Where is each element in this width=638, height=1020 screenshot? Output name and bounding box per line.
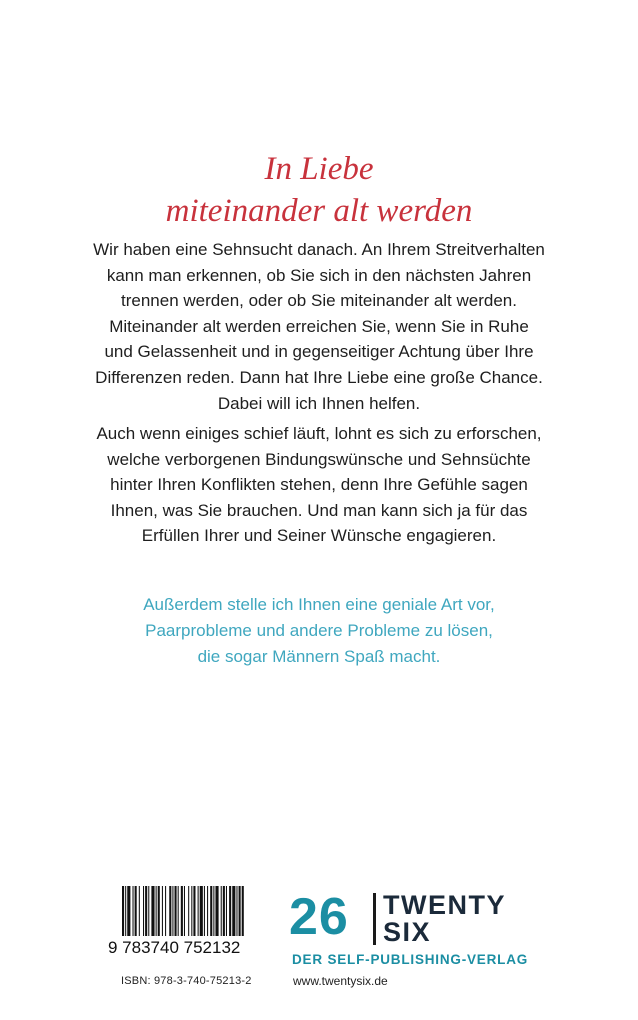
barcode-bar: [165, 886, 166, 936]
publisher-logo-word-2: SIX: [383, 917, 432, 947]
text-line: Dabei will ich Ihnen helfen.: [217, 393, 421, 413]
text-line: welche verborgenen Bindungswünsche und Sehnsüchte: [107, 449, 531, 469]
book-title: [0, 148, 638, 232]
title-line-1: In Liebe: [264, 151, 374, 187]
barcode-bar: [181, 886, 183, 936]
barcode-digits: 9 783740 752132: [108, 938, 241, 957]
text-line: Ihnen, was Sie brauchen. Und man kann sich ja für das: [110, 500, 528, 520]
barcode-bar: [198, 886, 199, 936]
barcode-bar: [204, 886, 205, 936]
text-line: Auch wenn einiges schief läuft, lohnt es sich zu erforschen,: [96, 424, 542, 443]
barcode-bar: [229, 886, 231, 936]
barcode-bar: [162, 886, 163, 936]
barcode-bar: [158, 886, 160, 936]
text-line: Außerdem stelle ich Ihnen eine geniale Art vor,: [143, 595, 495, 614]
text-line: Wir haben eine Sehnsucht danach. An Ihrem Streitverhalten: [93, 240, 545, 259]
barcode-bar: [143, 886, 144, 936]
text-line: trennen werden, oder ob Sie miteinander alt werden.: [121, 291, 517, 311]
isbn-label: ISBN: 978-3-740-75213-2: [121, 975, 252, 987]
barcode-bar: [156, 886, 157, 936]
text-line: Paarprobleme und andere Probleme zu lösen,: [145, 621, 493, 640]
publisher-logo-number: 26: [289, 888, 349, 946]
barcode-bar: [151, 886, 154, 936]
title-line-2: miteinander alt werden: [165, 193, 473, 229]
publisher-tagline: DER SELF-PUBLISHING-VERLAG: [292, 952, 529, 967]
text-line: hinter Ihren Konflikten stehen, denn Ihre Gefühle sagen: [110, 475, 528, 495]
barcode-bar: [236, 886, 237, 936]
barcode-bar: [239, 886, 241, 936]
barcode-bar: [213, 886, 214, 936]
text-line: Erfüllen Ihrer und Seiner Wünsche engagieren.: [141, 526, 497, 546]
barcode-bar: [223, 886, 225, 936]
text-line: kann man erkennen, ob Sie sich in den nächsten Jahren: [106, 265, 532, 285]
barcode-bar: [242, 886, 244, 936]
barcode-bar: [175, 886, 177, 936]
barcode-bar: [210, 886, 212, 936]
barcode-bar: [191, 886, 192, 936]
barcode-bar: [172, 886, 173, 936]
text-line: die sogar Männern Spaß macht.: [197, 647, 441, 666]
publisher-logo-word-1: TWENTY: [383, 890, 506, 920]
blurb-paragraph-1: [70, 237, 568, 416]
barcode-bar: [169, 886, 171, 936]
text-line: Miteinander alt werden erreichen Sie, wenn Sie in Ruhe: [109, 316, 529, 336]
barcode-bar: [133, 886, 134, 936]
barcode-bar: [200, 886, 203, 936]
barcode-bar: [232, 886, 235, 936]
barcode-bar: [122, 886, 124, 936]
publisher-url: www.twentysix.de: [293, 974, 388, 988]
barcode-bar: [226, 886, 227, 936]
barcode-bars: [120, 886, 275, 936]
barcode-bar: [221, 886, 222, 936]
barcode-bar: [139, 886, 140, 936]
barcode-bar: [135, 886, 137, 936]
barcode-bar: [193, 886, 195, 936]
barcode-bar: [127, 886, 130, 936]
text-line: und Gelassenheit und in gegenseitiger Achtung über Ihre: [104, 342, 534, 362]
barcode-bar: [145, 886, 147, 936]
barcode-bar: [207, 886, 208, 936]
barcode-bar: [125, 886, 126, 936]
barcode-bar: [188, 886, 189, 936]
highlight-paragraph: [70, 592, 568, 670]
blurb-paragraph-2: [70, 421, 568, 549]
publisher-logo-divider: [373, 893, 376, 945]
barcode-bar: [148, 886, 149, 936]
barcode-bar: [215, 886, 218, 936]
barcode-bar: [178, 886, 179, 936]
barcode-bar: [184, 886, 185, 936]
text-line: Differenzen reden. Dann hat Ihre Liebe eine große Chance.: [95, 367, 543, 387]
